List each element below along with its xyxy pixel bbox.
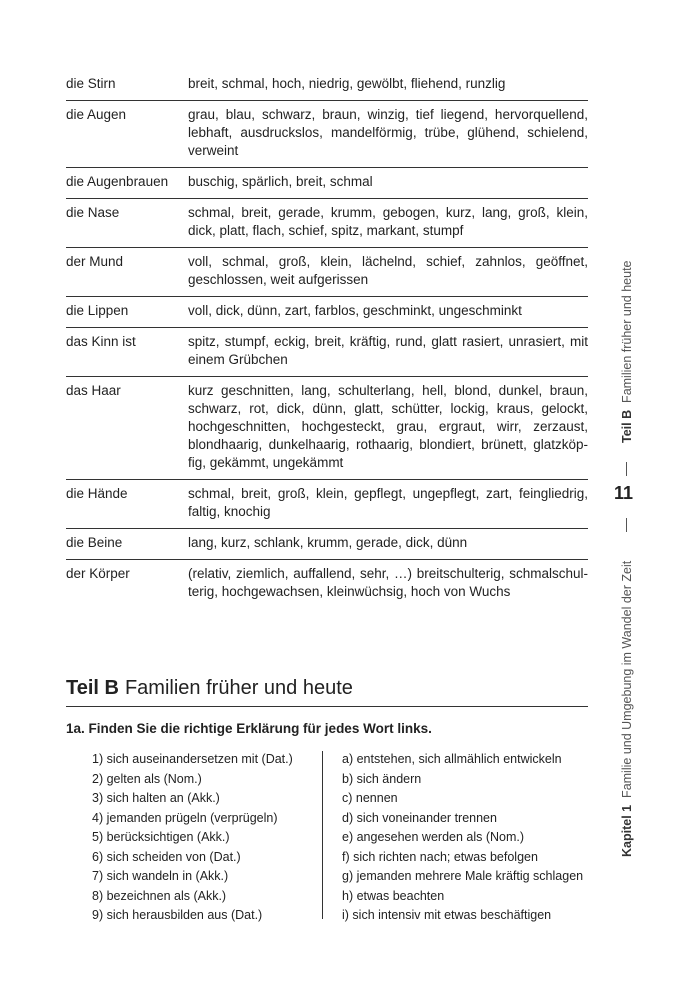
list-item: 2) gelten als (Nom.)	[92, 771, 202, 786]
column-divider	[322, 751, 323, 919]
table-row	[66, 199, 588, 248]
list-item: 7) sich wandeln in (Akk.)	[92, 869, 229, 883]
list-item: 3) sich halten an (Akk.)	[92, 791, 220, 805]
list-item: h) etwas beachten	[342, 888, 445, 903]
description-cell: grau, blau, schwarz, braun, winzig, tief liegend, hervorquellend, lebhaft, ausdruckslos, mandelförmig, trübe, glühend, schielend, verweint	[188, 107, 588, 158]
part-title: Familien früher und heute	[620, 260, 634, 403]
list-item: f) sich richten nach; etwas befolgen	[342, 849, 538, 864]
table-row	[66, 480, 588, 529]
list-item: i) sich intensiv mit etwas beschäftigen	[342, 908, 552, 922]
list-item: 4) jemanden prügeln (verprügeln)	[92, 810, 278, 825]
list-item: b) sich ändern	[342, 771, 422, 786]
list-item: d) sich voneinander trennen	[342, 810, 497, 825]
term-cell: die Beine	[66, 535, 123, 550]
part-label: Teil B	[620, 409, 634, 443]
term-cell: der Mund	[66, 254, 124, 269]
term-cell: die Lippen	[66, 303, 129, 318]
term-cell: das Kinn ist	[66, 334, 136, 349]
description-cell: voll, dick, dünn, zart, farblos, geschminkt, ungeschminkt	[188, 303, 522, 318]
description-cell: lang, kurz, schlank, krumm, gerade, dick, dünn	[188, 535, 468, 550]
description-cell: schmal, breit, groß, klein, gepflegt, ungepflegt, zart, feingliedrig, faltig, knochig	[188, 486, 588, 519]
term-cell: die Augenbrauen	[66, 174, 169, 189]
list-item: 6) sich scheiden von (Dat.)	[92, 849, 241, 864]
margin-divider	[626, 518, 627, 532]
section-label: Teil B	[66, 677, 119, 699]
term-list	[92, 750, 322, 926]
list-item: g) jemanden mehrere Male kräftig schlagen	[342, 869, 584, 883]
exercise-title: 1a. Finden Sie die richtige Erklärung für jedes Wort links.	[66, 721, 432, 736]
term-cell: das Haar	[66, 383, 121, 398]
table-row	[66, 377, 588, 480]
table-row	[66, 70, 588, 101]
table-row	[66, 529, 588, 560]
chapter-running-head	[620, 561, 634, 857]
chapter-label: Kapitel 1	[620, 804, 634, 857]
chapter-title: Familie und Umgebung im Wandel der Zeit	[620, 560, 634, 798]
table-row	[66, 248, 588, 297]
description-cell: breit, schmal, hoch, niedrig, gewölbt, fliehend, runzlig	[188, 76, 506, 91]
table-row	[66, 101, 588, 168]
definition-list	[342, 750, 602, 926]
margin-divider	[626, 462, 627, 476]
list-item: 9) sich herausbilden aus (Dat.)	[92, 908, 263, 922]
description-cell: spitz, stumpf, eckig, breit, kräftig, rund, glatt rasiert, unrasiert, mit einem Grübchen	[188, 334, 588, 367]
description-cell: voll, schmal, groß, klein, lächelnd, schief, zahnlos, geöffnet, geschlossen, weit aufgerissen	[188, 254, 588, 287]
description-cell: (relativ, ziemlich, auffallend, sehr, …) breitschulterig, schmalschulterig, hochgewachsen, kleinwüchsig, hoch von Wuchs	[188, 566, 588, 599]
table-row	[66, 297, 588, 328]
list-item: 8) bezeichnen als (Akk.)	[92, 888, 227, 903]
section-title: Familien früher und heute	[124, 677, 353, 699]
table-row	[66, 328, 588, 377]
page-number: 11	[614, 483, 634, 503]
description-cell: schmal, breit, gerade, krumm, gebogen, kurz, lang, groß, klein, dick, platt, flach, schief, spitz, markant, stumpf	[188, 205, 588, 238]
section-heading	[66, 677, 588, 707]
list-item: c) nennen	[342, 791, 398, 805]
table-row	[66, 168, 588, 199]
list-item: 5) berücksichtigen (Akk.)	[92, 830, 230, 844]
description-cell: kurz geschnitten, lang, schulterlang, hell, blond, dunkel, braun, schwarz, rot, dick, dünn, glatt, schütter, lockig, kraus, gelockt, hochgeschnitten, hochgesteckt, grau, ergraut, wirr, zerzaust, blondhaarig, dunkelhaarig, rothaarig, blondiert, brünett, glatzköpfig, gekämmt, ungekämmt	[188, 383, 588, 470]
list-item: a) entstehen, sich allmählich entwickeln	[342, 752, 562, 766]
term-cell: die Nase	[66, 205, 120, 220]
term-cell: der Körper	[66, 566, 130, 581]
term-cell: die Stirn	[66, 76, 116, 91]
list-item: e) angesehen werden als (Nom.)	[342, 830, 525, 844]
table-row	[66, 560, 588, 608]
part-running-head	[620, 260, 634, 443]
vocabulary-table	[66, 70, 588, 608]
list-item: 1) sich auseinandersetzen mit (Dat.)	[92, 752, 293, 766]
term-cell: die Hände	[66, 486, 128, 501]
description-cell: buschig, spärlich, breit, schmal	[188, 174, 373, 189]
term-cell: die Augen	[66, 107, 127, 122]
